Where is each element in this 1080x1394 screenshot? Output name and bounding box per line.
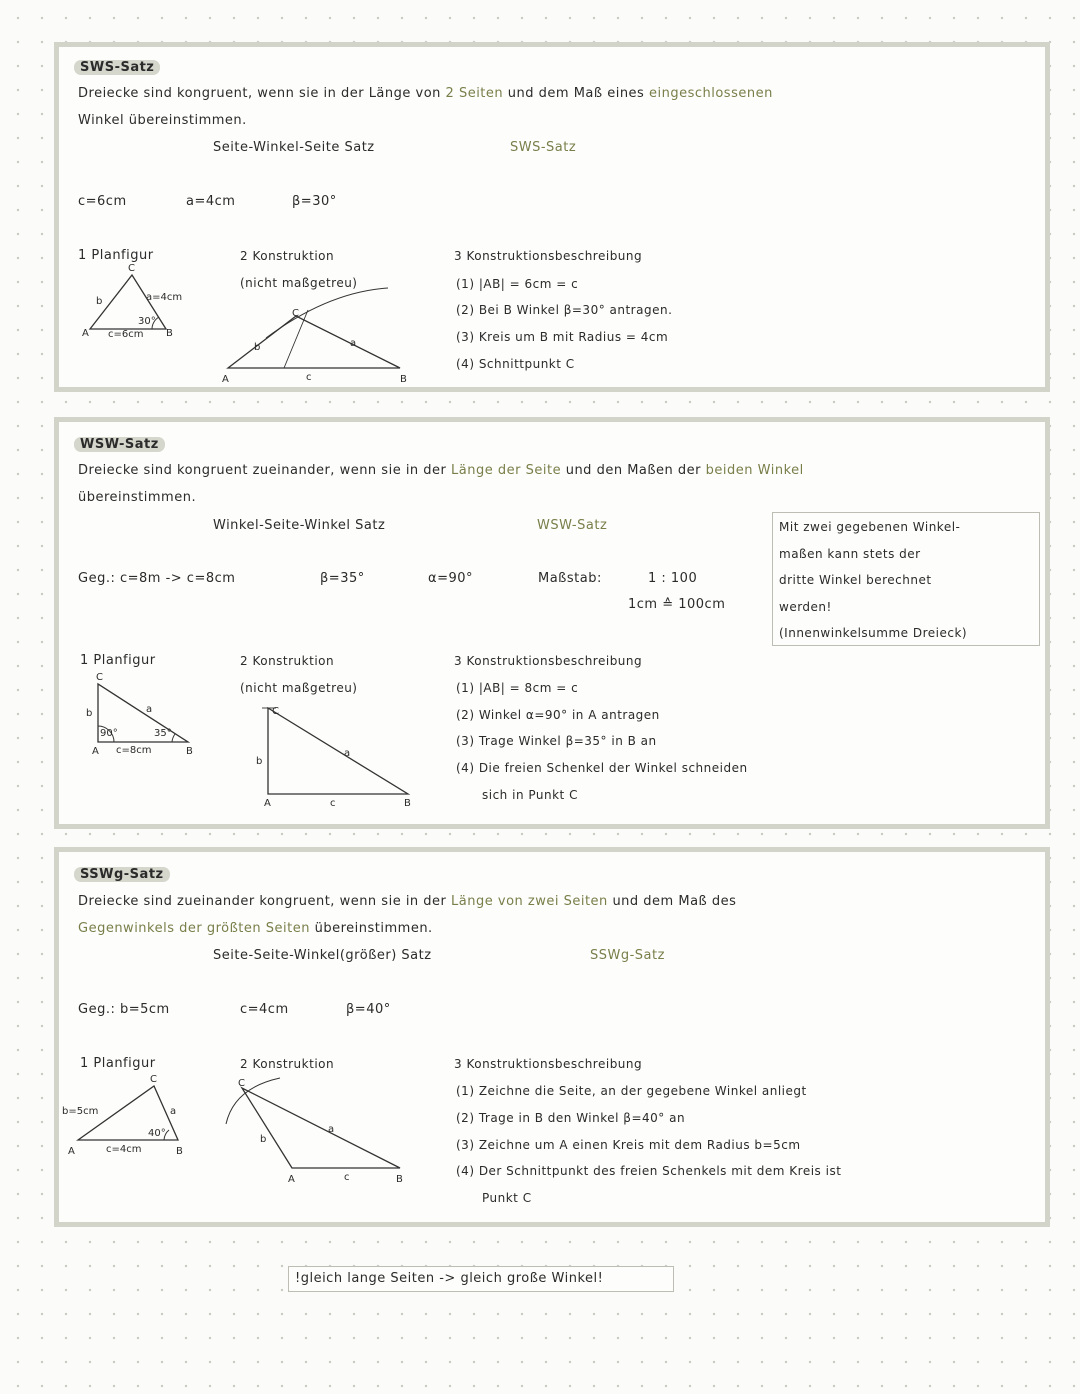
sswg-plan-label-B: B bbox=[176, 1146, 183, 1157]
sswg-konst-label-C: C bbox=[238, 1078, 245, 1089]
wsw-plan-label-C: C bbox=[96, 672, 103, 683]
wsw-plan-label-c: c=8cm bbox=[116, 745, 152, 756]
wsw-plan-label-b: b bbox=[86, 708, 93, 719]
final-note-text: !gleich lange Seiten -> gleich große Winkel! bbox=[295, 1271, 604, 1286]
wsw-plan-label-B: B bbox=[186, 746, 193, 757]
sswg-desc-1: (1) Zeichne die Seite, an der gegebene Winkel anliegt bbox=[456, 1084, 807, 1098]
wsw-desc-4: (4) Die freien Schenkel der Winkel schneiden bbox=[456, 761, 748, 775]
sswg-abbr: SSWg-Satz bbox=[590, 948, 665, 963]
wsw-plan-label-A: A bbox=[92, 746, 99, 757]
sswg-desc-2: (2) Trage in B den Winkel β=40° an bbox=[456, 1111, 686, 1125]
sws-plan-label-b: b bbox=[96, 296, 103, 307]
sswg-given-beta: β=40° bbox=[346, 1002, 391, 1017]
sws-konst-label-a: a bbox=[350, 338, 357, 349]
sws-plan-label-c: c=6cm bbox=[108, 329, 144, 340]
sws-plan-label-A: A bbox=[82, 328, 89, 339]
sswg-step1-label: 1 Planfigur bbox=[80, 1056, 156, 1071]
sswg-name: Seite-Seite-Winkel(größer) Satz bbox=[213, 948, 432, 963]
wsw-konst-label-c: c bbox=[330, 798, 336, 809]
wsw-desc-3: (3) Trage Winkel β=35° in B an bbox=[456, 734, 657, 748]
wsw-konst-label-b: b bbox=[256, 756, 263, 767]
sws-tag: SWS-Satz bbox=[74, 60, 160, 75]
sswg-step3-label: 3 Konstruktionsbeschreibung bbox=[454, 1057, 643, 1071]
wsw-konst-label-C: C bbox=[272, 706, 279, 717]
wsw-note-4: werden! bbox=[779, 600, 832, 614]
sws-konst-label-b: b bbox=[254, 342, 261, 353]
sswg-planfigur bbox=[60, 1074, 210, 1164]
sswg-definition-line1: Dreiecke sind zueinander kongruent, wenn sie in der Länge von zwei Seiten und dem Maß des bbox=[78, 894, 737, 909]
wsw-note-1: Mit zwei gegebenen Winkel- bbox=[779, 520, 961, 534]
wsw-given-beta: β=35° bbox=[320, 571, 365, 586]
sws-definition-line1: Dreiecke sind kongruent, wenn sie in der Länge von 2 Seiten und dem Maß eines eingeschlossenen bbox=[78, 86, 773, 101]
sws-konst-label-B: B bbox=[400, 374, 407, 385]
wsw-definition-line1: Dreiecke sind kongruent zueinander, wenn sie in der Länge der Seite und den Maßen der beiden Winkel bbox=[78, 463, 804, 478]
sswg-plan-label-a: a bbox=[170, 1106, 177, 1117]
sws-desc-1: (1) |AB| = 6cm = c bbox=[456, 277, 579, 291]
sswg-plan-label-A: A bbox=[68, 1146, 75, 1157]
wsw-planfigur bbox=[84, 672, 214, 762]
sws-plan-label-angle: 30° bbox=[138, 316, 156, 327]
wsw-step3-label: 3 Konstruktionsbeschreibung bbox=[454, 654, 643, 668]
wsw-tag: WSW-Satz bbox=[74, 437, 165, 452]
wsw-definition-line2: übereinstimmen. bbox=[78, 490, 197, 505]
sswg-plan-label-b: b=5cm bbox=[62, 1106, 99, 1117]
sws-step2-note: (nicht maßgetreu) bbox=[240, 276, 358, 290]
sswg-desc-4: (4) Der Schnittpunkt des freien Schenkels mit dem Kreis ist bbox=[456, 1164, 842, 1178]
wsw-desc-2: (2) Winkel α=90° in A antragen bbox=[456, 708, 660, 722]
sws-plan-label-C: C bbox=[128, 263, 135, 274]
wsw-step2-label: 2 Konstruktion bbox=[240, 654, 335, 668]
sswg-plan-label-angle: 40° bbox=[148, 1128, 166, 1139]
sws-step2-label: 2 Konstruktion bbox=[240, 249, 335, 263]
sws-abbr: SWS-Satz bbox=[510, 140, 577, 155]
sws-desc-4: (4) Schnittpunkt C bbox=[456, 357, 575, 371]
wsw-note-5: (Innenwinkelsumme Dreieck) bbox=[779, 626, 968, 640]
sws-given-a: a=4cm bbox=[186, 194, 236, 209]
sswg-konst-label-B: B bbox=[396, 1174, 403, 1185]
wsw-name: Winkel-Seite-Winkel Satz bbox=[213, 518, 386, 533]
wsw-given: Geg.: c=8m -> c=8cm bbox=[78, 571, 236, 586]
sswg-step2-label: 2 Konstruktion bbox=[240, 1057, 335, 1071]
sws-step3-label: 3 Konstruktionsbeschreibung bbox=[454, 249, 643, 263]
final-note-box bbox=[288, 1266, 674, 1292]
sws-planfigur bbox=[80, 262, 210, 342]
sws-plan-label-a: a=4cm bbox=[146, 292, 183, 303]
sswg-plan-label-c: c=4cm bbox=[106, 1144, 142, 1155]
sswg-given-c: c=4cm bbox=[240, 1002, 289, 1017]
wsw-step2-note: (nicht maßgetreu) bbox=[240, 681, 358, 695]
wsw-plan-label-a: a bbox=[146, 704, 153, 715]
wsw-konst-label-a: a bbox=[344, 748, 351, 759]
wsw-plan-label-angle1: 90° bbox=[100, 728, 118, 739]
wsw-note-2: maßen kann stets der bbox=[779, 547, 921, 561]
sswg-desc-3: (3) Zeichne um A einen Kreis mit dem Radius b=5cm bbox=[456, 1138, 801, 1152]
sswg-konst-label-c: c bbox=[344, 1172, 350, 1183]
sws-definition-line2: Winkel übereinstimmen. bbox=[78, 113, 247, 128]
sws-desc-3: (3) Kreis um B mit Radius = 4cm bbox=[456, 330, 669, 344]
sws-step1-label: 1 Planfigur bbox=[78, 248, 154, 263]
sswg-konstruktion bbox=[220, 1076, 420, 1186]
sswg-konst-label-b: b bbox=[260, 1134, 267, 1145]
wsw-konstruktion bbox=[252, 700, 432, 810]
wsw-scale-label: Maßstab: bbox=[538, 571, 602, 586]
wsw-konst-label-B: B bbox=[404, 798, 411, 809]
sws-given-beta: β=30° bbox=[292, 194, 337, 209]
sws-desc-2: (2) Bei B Winkel β=30° antragen. bbox=[456, 303, 673, 317]
wsw-desc-1: (1) |AB| = 8cm = c bbox=[456, 681, 579, 695]
sswg-given: Geg.: b=5cm bbox=[78, 1002, 170, 1017]
sws-konst-label-C: C bbox=[292, 308, 299, 319]
sswg-desc-5: Punkt C bbox=[482, 1191, 532, 1205]
sws-name: Seite-Winkel-Seite Satz bbox=[213, 140, 375, 155]
sswg-plan-label-C: C bbox=[150, 1074, 157, 1085]
wsw-scale-equiv: 1cm ≙ 100cm bbox=[628, 597, 726, 612]
wsw-konst-label-A: A bbox=[264, 798, 271, 809]
wsw-abbr: WSW-Satz bbox=[537, 518, 608, 533]
sws-plan-label-B: B bbox=[166, 328, 173, 339]
wsw-note-box bbox=[772, 512, 1040, 646]
wsw-desc-5: sich in Punkt C bbox=[482, 788, 578, 802]
sws-given-c: c=6cm bbox=[78, 194, 127, 209]
sswg-konst-label-a: a bbox=[328, 1124, 335, 1135]
wsw-step1-label: 1 Planfigur bbox=[80, 653, 156, 668]
wsw-given-alpha: α=90° bbox=[428, 571, 474, 586]
sws-konst-label-c: c bbox=[306, 372, 312, 383]
wsw-note-3: dritte Winkel berechnet bbox=[779, 573, 932, 587]
sswg-tag: SSWg-Satz bbox=[74, 867, 170, 882]
sws-konstruktion bbox=[218, 286, 418, 386]
sws-konst-label-A: A bbox=[222, 374, 229, 385]
wsw-scale: 1 : 100 bbox=[648, 571, 698, 586]
sswg-konst-label-A: A bbox=[288, 1174, 295, 1185]
sswg-definition-line2: Gegenwinkels der größten Seiten übereinstimmen. bbox=[78, 921, 433, 936]
wsw-plan-label-angle2: 35° bbox=[154, 728, 172, 739]
